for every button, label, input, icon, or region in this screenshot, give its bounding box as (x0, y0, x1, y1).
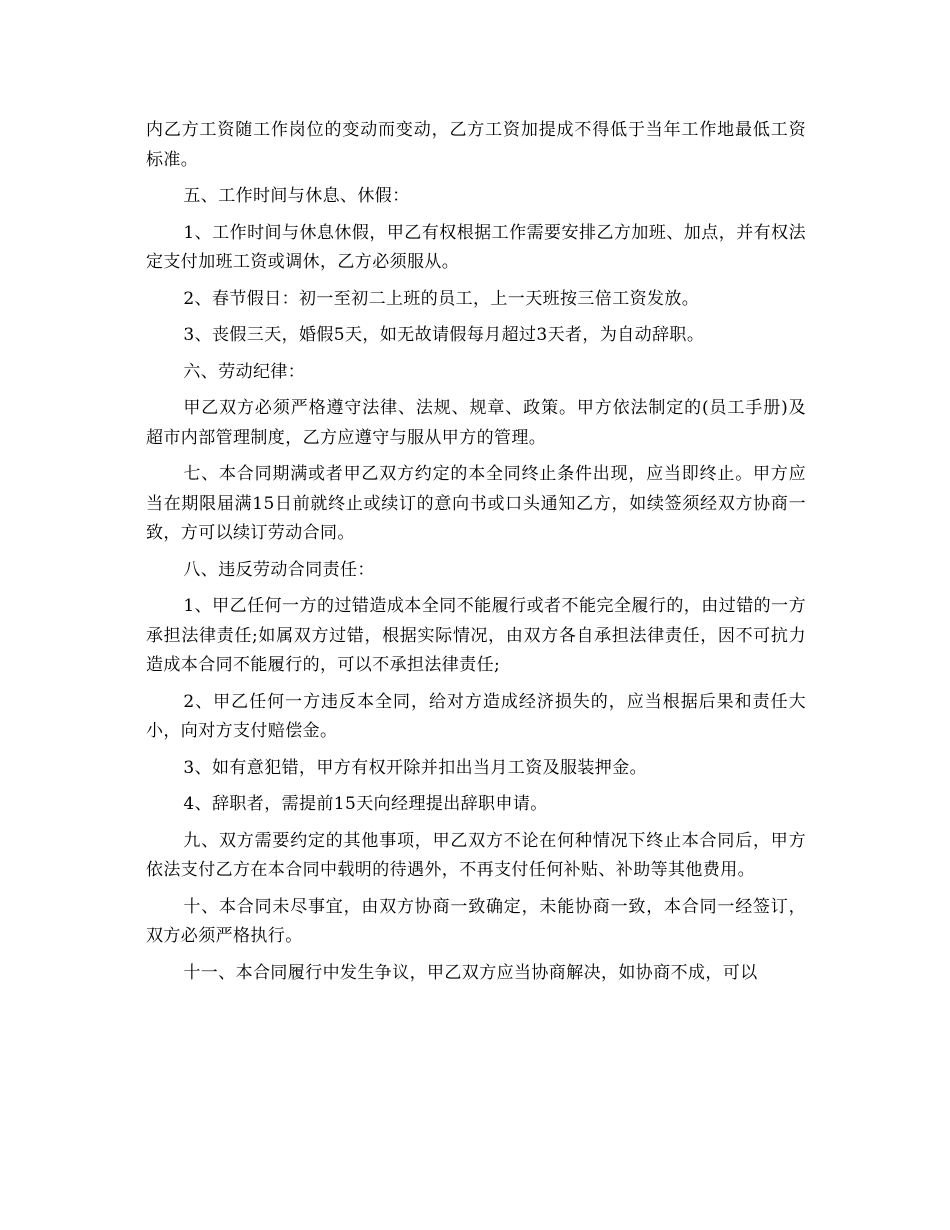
paragraph-resignation: 4、辞职者，需提前15天向经理提出辞职申请。 (183, 794, 548, 814)
heading-discipline: 六、劳动纪律： (183, 361, 306, 382)
heading-breach-liability: 八、违反劳动合同责任： (183, 559, 375, 580)
paragraph-compensation: 2、甲乙任何一方违反本全同，给对方造成经济损失的，应当根据后果和责任大小，向对方支付赔偿金。 (146, 691, 806, 741)
paragraph-leave: 3、丧假三天，婚假5天，如无故请假每月超过3天者，为自动辞职。 (183, 325, 705, 345)
paragraph-other-matters: 九、双方需要约定的其他事项，甲乙双方不论在何种情况下终止本合同后，甲方依法支付乙方在本合同中载明的待遇外，不再支付任何补贴、补助等其他费用。 (146, 830, 806, 880)
paragraph-salary-continuation: 内乙方工资随工作岗位的变动而变动，乙方工资加提成不得低于当年工作地最低工资标准。 (146, 120, 806, 170)
paragraph-unresolved-matters: 十、本合同未尽事宜，由双方协商一致确定，未能协商一致，本合同一经签订，双方必须严格执行。 (146, 896, 806, 946)
paragraph-overtime: 1、工作时间与休息休假，甲乙有权根据工作需要安排乙方加班、加点，并有权法定支付加班工资或调休，乙方必须服从。 (146, 222, 806, 272)
paragraph-disputes: 十一、本合同履行中发生争议，甲乙双方应当协商解决，如协商不成，可以 (183, 962, 758, 983)
paragraph-discipline: 甲乙双方必须严格遵守法律、法规、规章、政策。甲方依法制定的(员工手册)及超市内部管理制度，乙方应遵守与服从甲方的管理。 (146, 398, 806, 448)
paragraph-dismissal: 3、如有意犯错，甲方有权开除并扣出当月工资及服装押金。 (183, 757, 648, 778)
paragraph-fault-liability: 1、甲乙任何一方的过错造成本全同不能履行或者不能完全履行的，由过错的一方承担法律责任;如属双方过错，根据实际情况，由双方各自承担法律责任，因不可抗力造成本合同不能履行的，可以不承担法律责任; (146, 596, 806, 675)
document-page (146, 116, 806, 995)
paragraph-spring-festival: 2、春节假日：初一至初二上班的员工，上一天班按三倍工资发放。 (183, 288, 700, 309)
paragraph-termination: 七、本合同期满或者甲乙双方约定的本全同终止条件出现，应当即终止。甲方应当在期限届满15日前就终止或续订的意向书或口头通知乙方，如续签须经双方协商一致，方可以续订劳动合同。 (146, 464, 806, 543)
heading-work-hours: 五、工作时间与休息、休假： (183, 186, 410, 206)
